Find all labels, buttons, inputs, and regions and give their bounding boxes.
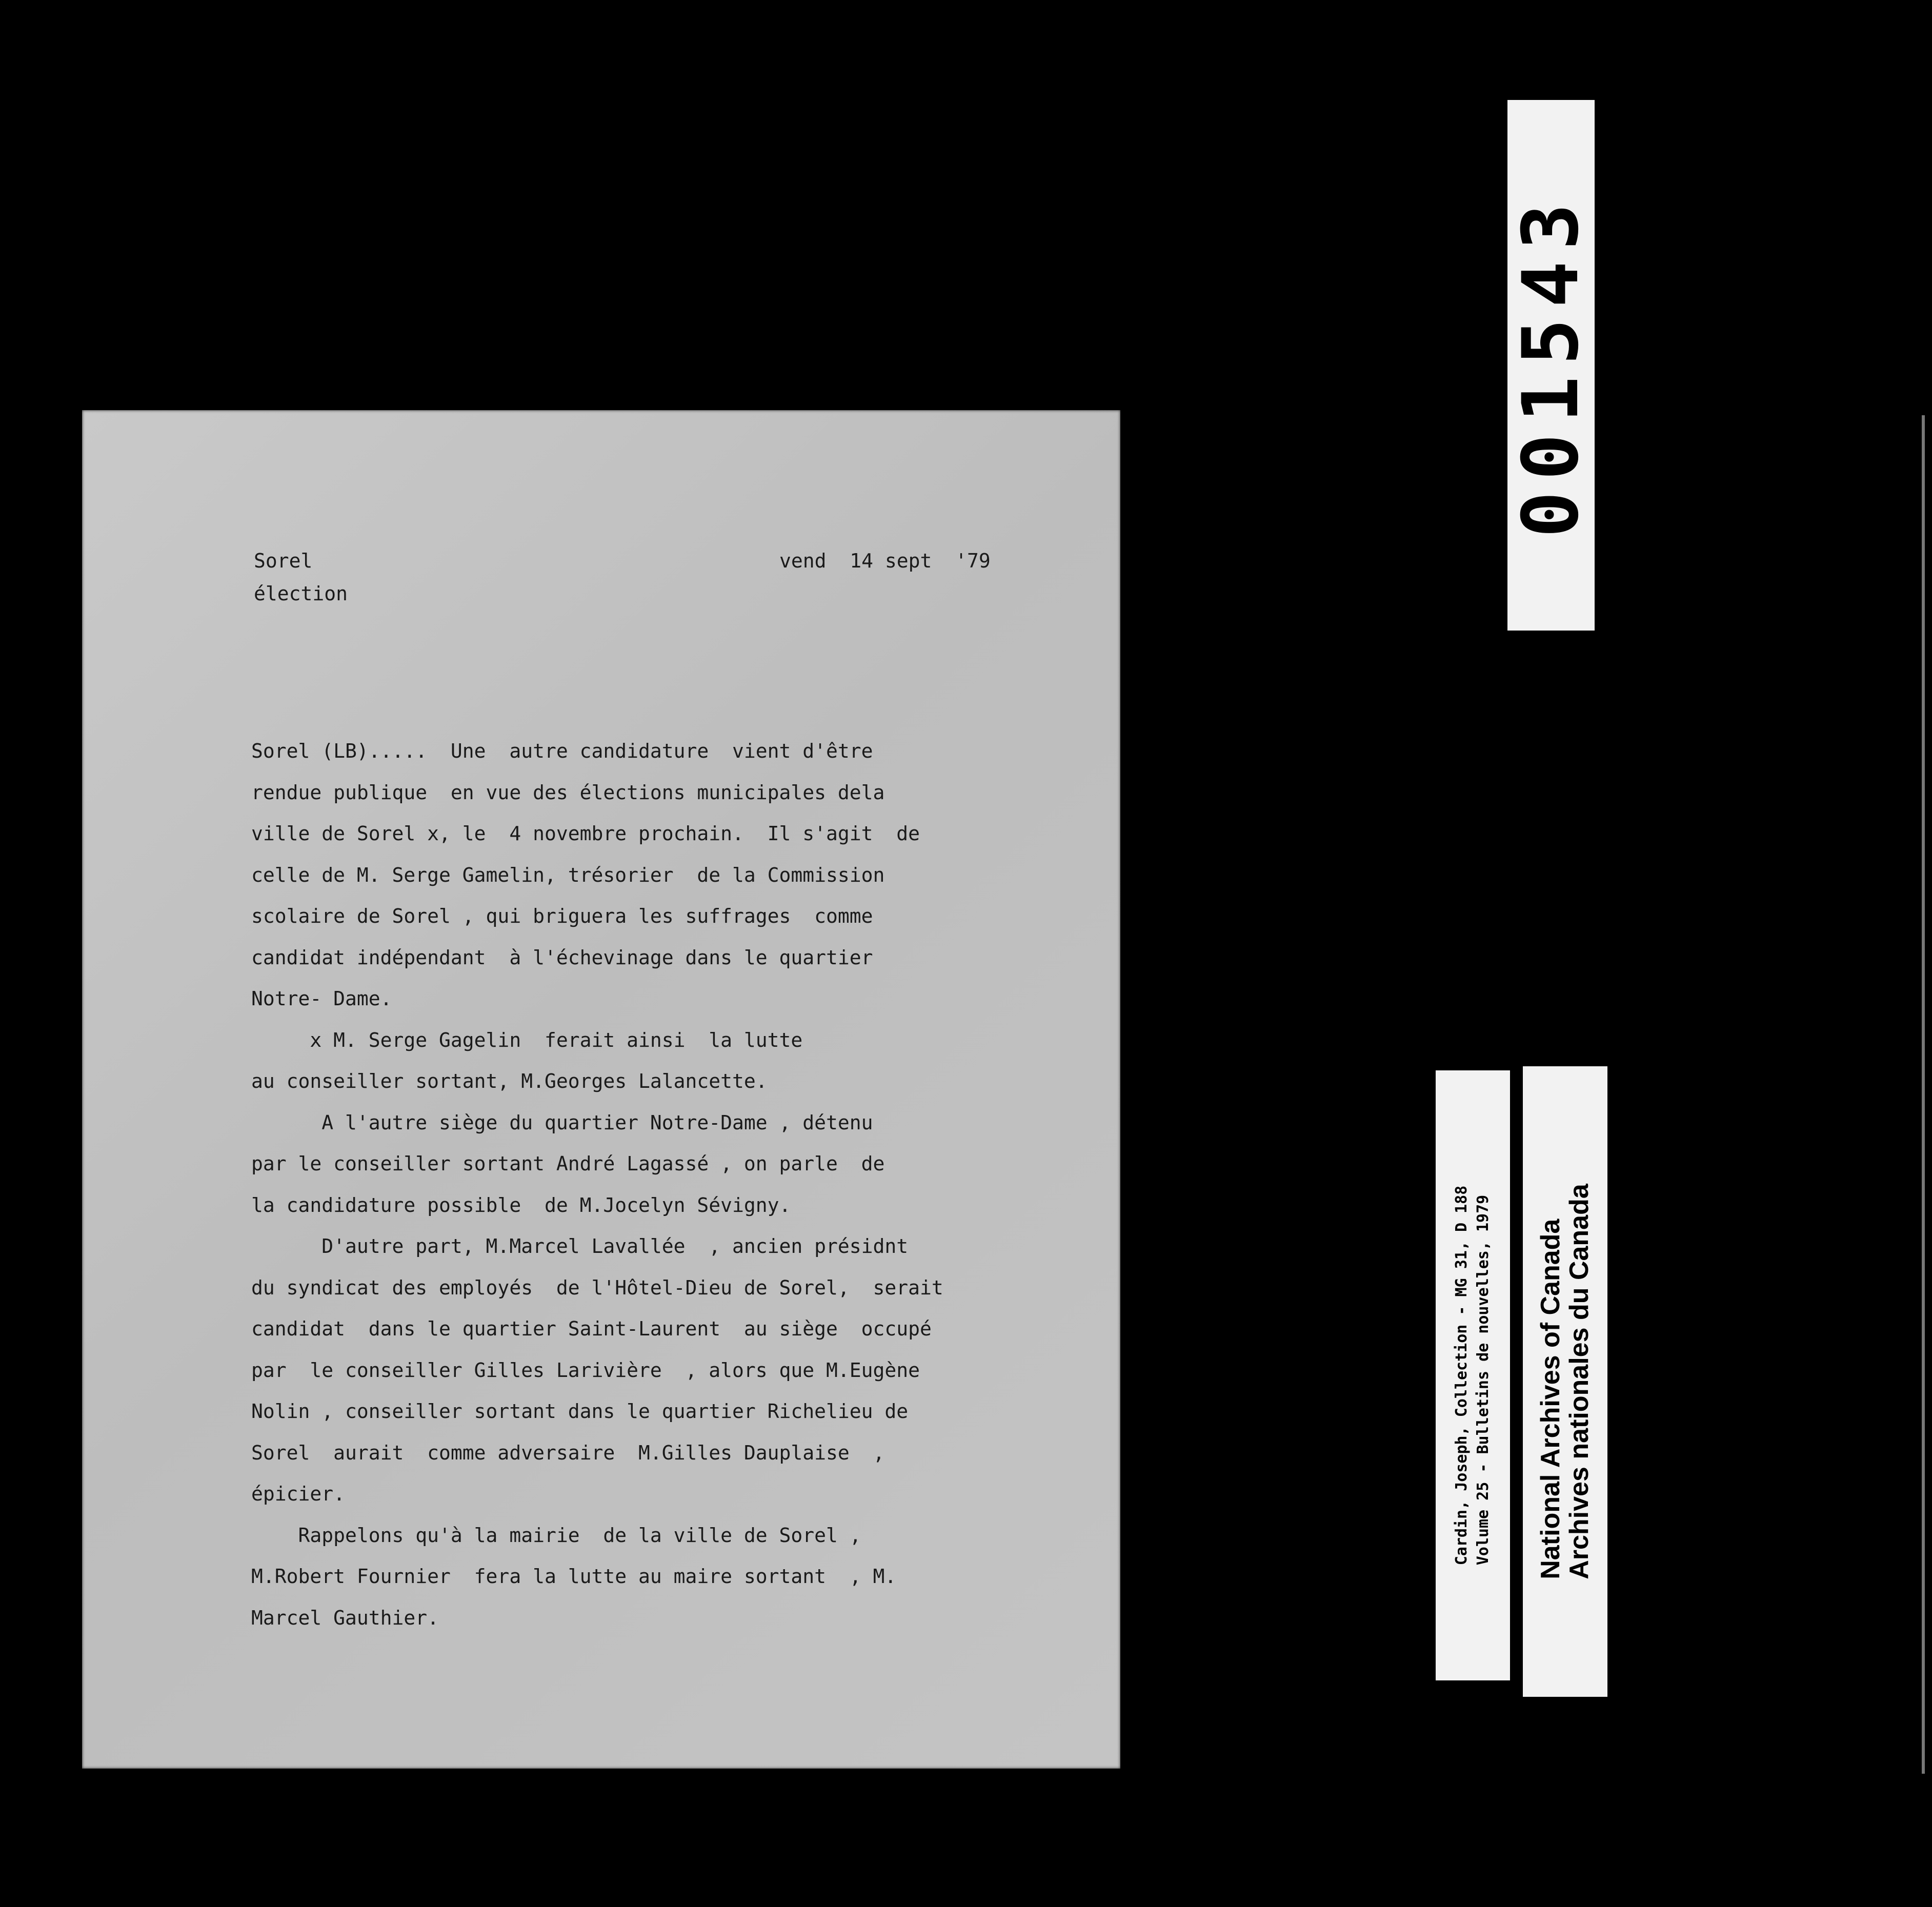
body-line: au conseiller sortant, M.Georges Lalancette. bbox=[251, 1070, 768, 1092]
body-line: Sorel aurait comme adversaire M.Gilles Dauplaise , bbox=[251, 1441, 885, 1464]
body-line: candidat indépendant à l'échevinage dans le quartier bbox=[251, 946, 873, 969]
body-line: par le conseiller Gilles Larivière , alors que M.Eugène bbox=[251, 1358, 920, 1382]
collection-line: Cardin, Joseph, Collection - MG 31, D 188 bbox=[1453, 1185, 1471, 1566]
archives-label bbox=[1523, 1066, 1607, 1697]
frame-number: 001543 bbox=[1506, 192, 1596, 538]
typed-page bbox=[82, 410, 1120, 1769]
collection-line: Volume 25 - Bulletins de nouvelles, 1979 bbox=[1474, 1194, 1492, 1566]
body-line: celle de M. Serge Gamelin, trésorier de la Commission bbox=[251, 863, 885, 886]
body-line: du syndicat des employés de l'Hôtel-Dieu de Sorel, serait bbox=[251, 1276, 943, 1299]
body-line: rendue publique en vue des élections municipales dela bbox=[251, 781, 885, 804]
collection-label-text bbox=[1451, 1186, 1494, 1566]
header-topic: élection bbox=[254, 582, 348, 605]
film-edge bbox=[1922, 415, 1925, 1774]
header-date: vend 14 sept '79 bbox=[779, 550, 991, 572]
body-line: A l'autre siège du quartier Notre-Dame , détenu bbox=[251, 1111, 873, 1134]
body-line: scolaire de Sorel , qui briguera les suffrages comme bbox=[251, 905, 873, 927]
body-line: la candidature possible de M.Jocelyn Sévigny. bbox=[251, 1193, 791, 1216]
body-text bbox=[251, 731, 1097, 1638]
body-line: x M. Serge Gagelin ferait ainsi la lutte bbox=[251, 1028, 803, 1051]
collection-label bbox=[1436, 1070, 1510, 1680]
body-line: D'autre part, M.Marcel Lavallée , ancien présidnt bbox=[251, 1235, 909, 1257]
header-place: Sorel bbox=[254, 550, 313, 572]
body-line: Sorel (LB)..... Une autre candidature vient d'être bbox=[251, 740, 873, 762]
archives-label-text bbox=[1536, 1184, 1594, 1579]
body-line: candidat dans le quartier Saint-Laurent au siège occupé bbox=[251, 1317, 932, 1340]
body-line: par le conseiller sortant André Lagassé , on parle de bbox=[251, 1152, 885, 1175]
body-line: Nolin , conseiller sortant dans le quartier Richelieu de bbox=[251, 1400, 909, 1423]
frame-number-stamp bbox=[1507, 100, 1595, 631]
body-line: ville de Sorel x, le 4 novembre prochain. Il s'agit de bbox=[251, 822, 920, 845]
archives-line: Archives nationales du Canada bbox=[1564, 1184, 1594, 1579]
body-line: Rappelons qu'à la mairie de la ville de Sorel , bbox=[251, 1524, 861, 1547]
body-line: Marcel Gauthier. bbox=[251, 1606, 439, 1629]
body-line: Notre- Dame. bbox=[251, 987, 392, 1010]
body-line: épicier. bbox=[251, 1483, 346, 1505]
header-left bbox=[254, 544, 348, 610]
archives-line: National Archives of Canada bbox=[1536, 1219, 1565, 1579]
body-line: M.Robert Fournier fera la lutte au maire sortant , M. bbox=[251, 1565, 897, 1588]
